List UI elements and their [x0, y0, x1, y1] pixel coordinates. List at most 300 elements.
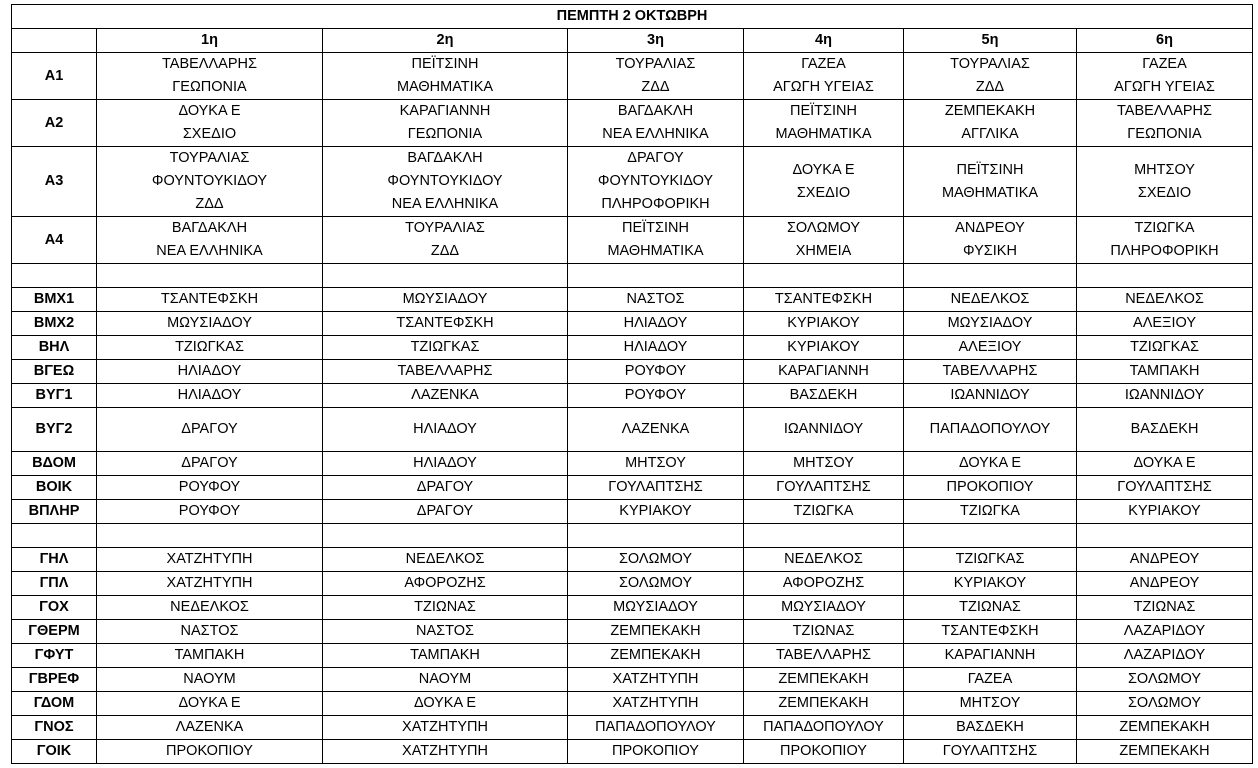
schedule-cell	[904, 312, 1077, 336]
schedule-cell	[744, 548, 904, 572]
period-header: 1η	[97, 29, 323, 53]
cell-line: ΚΥΡΙΑΚΟΥ	[787, 315, 860, 331]
cell-line: ΒΑΓΔΑΚΛΗ	[171, 220, 248, 236]
table-row	[12, 620, 1253, 644]
cell-line: ΠΡΟΚΟΠΙΟΥ	[166, 743, 253, 759]
schedule-cell	[1077, 288, 1253, 312]
schedule-cell	[1077, 644, 1253, 668]
cell-line: ΣΟΛΩΜΟΥ	[1127, 695, 1202, 711]
schedule-cell	[97, 548, 323, 572]
schedule-cell	[744, 100, 904, 147]
schedule-cell	[744, 596, 904, 620]
schedule-cell	[97, 264, 323, 288]
cell-line: ΤΖΙΩΓΚΑΣ	[410, 339, 480, 355]
schedule-cell	[568, 53, 744, 100]
schedule-cell	[323, 620, 568, 644]
schedule-cell	[568, 692, 744, 716]
period-header: 3η	[568, 29, 744, 53]
cell-line: ΜΑΘΗΜΑΤΙΚΑ	[607, 243, 704, 259]
cell-line: ΑΦΟΡΟΖΗΣ	[404, 575, 486, 591]
cell-line: ΔΟΥΚΑ Ε	[1133, 455, 1196, 471]
schedule-cell	[1077, 100, 1253, 147]
schedule-cell	[904, 360, 1077, 384]
cell-line: ΛΑΖΕΝΚΑ	[621, 421, 690, 437]
schedule-cell	[904, 452, 1077, 476]
cell-line: ΤΟΥΡΑΛΙΑΣ	[950, 56, 1030, 72]
cell-line: ΤΟΥΡΑΛΙΑΣ	[405, 220, 485, 236]
class-label: ΒΠΛΗΡ	[12, 500, 97, 524]
cell-line: ΑΛΕΞΙΟΥ	[958, 339, 1022, 355]
schedule-body	[12, 53, 1253, 764]
cell-line: ΠΕΪΤΣΙΝΗ	[790, 103, 857, 119]
table-row	[12, 476, 1253, 500]
class-label: ΓΔΟΜ	[12, 692, 97, 716]
class-label: ΓΒΡΕΦ	[12, 668, 97, 692]
corner-cell	[12, 29, 97, 53]
schedule-cell	[1077, 264, 1253, 288]
schedule-cell	[97, 476, 323, 500]
schedule-cell	[323, 100, 568, 147]
schedule-cell	[323, 596, 568, 620]
schedule-cell	[97, 217, 323, 264]
schedule-cell	[323, 476, 568, 500]
cell-line: ΗΛΙΑΔΟΥ	[413, 455, 477, 471]
cell-line: ΜΗΤΣΟΥ	[625, 455, 686, 471]
schedule-cell	[568, 217, 744, 264]
cell-line: ΝΕΑ ΕΛΛΗΝΙΚΑ	[391, 196, 499, 212]
schedule-cell	[97, 668, 323, 692]
schedule-cell	[904, 620, 1077, 644]
cell-line: ΓΕΩΠΟΝΙΑ	[1127, 126, 1202, 142]
schedule-cell	[1077, 740, 1253, 764]
schedule-cell	[744, 692, 904, 716]
schedule-cell	[323, 264, 568, 288]
cell-line: ΤΖΙΩΓΚΑ	[793, 503, 854, 519]
cell-line: ΤΖΙΩΓΚΑΣ	[955, 551, 1025, 567]
cell-line: ΑΝΔΡΕΟΥ	[1129, 551, 1200, 567]
cell-line: ΜΗΤΣΟΥ	[1134, 161, 1195, 178]
cell-line: ΑΓΩΓΗ ΥΓΕΙΑΣ	[773, 79, 874, 95]
class-label: Α4	[12, 217, 97, 264]
schedule-cell	[568, 500, 744, 524]
cell-line: ΓΟΥΛΑΠΤΣΗΣ	[942, 743, 1038, 759]
class-label: Α3	[12, 147, 97, 217]
class-label: ΓΟΙΚ	[12, 740, 97, 764]
schedule-cell	[744, 524, 904, 548]
class-label: ΓΝΟΣ	[12, 716, 97, 740]
schedule-cell	[744, 620, 904, 644]
schedule-cell	[904, 644, 1077, 668]
schedule-cell	[323, 336, 568, 360]
schedule-cell	[568, 644, 744, 668]
schedule-cell	[904, 596, 1077, 620]
cell-line: ΒΑΓΔΑΚΛΗ	[407, 150, 483, 166]
schedule-cell	[97, 288, 323, 312]
title-row	[12, 5, 1253, 29]
schedule-cell	[1077, 53, 1253, 100]
cell-line: ΤΣΑΝΤΕΦΣΚΗ	[774, 291, 873, 307]
cell-line: ΙΩΑΝΝΙΔΟΥ	[950, 387, 1030, 403]
schedule-cell	[904, 548, 1077, 572]
schedule-cell	[97, 740, 323, 764]
cell-line: ΦΟΥΝΤΟΥΚΙΔΟΥ	[597, 173, 714, 189]
schedule-cell	[744, 500, 904, 524]
table-row	[12, 740, 1253, 764]
schedule-cell	[568, 147, 744, 217]
schedule-cell	[904, 384, 1077, 408]
cell-line: ΑΦΟΡΟΖΗΣ	[782, 575, 865, 591]
schedule-cell	[904, 740, 1077, 764]
schedule-cell	[744, 384, 904, 408]
cell-line: ΖΔΔ	[975, 79, 1005, 95]
cell-line: ΦΟΥΝΤΟΥΚΙΔΟΥ	[387, 173, 503, 189]
cell-line: ΑΝΔΡΕΟΥ	[1129, 575, 1200, 591]
schedule-cell	[97, 147, 323, 217]
schedule-cell	[744, 572, 904, 596]
cell-line: ΤΑΒΕΛΛΑΡΗΣ	[942, 363, 1038, 379]
schedule-cell	[1077, 408, 1253, 452]
cell-line: ΝΑΣΤΟΣ	[416, 623, 474, 639]
cell-line: ΠΛΗΡΟΦΟΡΙΚΗ	[601, 196, 710, 212]
schedule-cell	[323, 217, 568, 264]
cell-line: ΚΥΡΙΑΚΟΥ	[1128, 503, 1201, 519]
schedule-cell	[568, 312, 744, 336]
schedule-cell	[97, 692, 323, 716]
table-row	[12, 644, 1253, 668]
cell-line: ΔΡΑΓΟΥ	[416, 503, 474, 519]
cell-line: ΤΑΜΠΑΚΗ	[410, 647, 480, 663]
cell-line: ΔΟΥΚΑ Ε	[958, 455, 1022, 471]
cell-line: ΚΑΡΑΓΙΑΝΝΗ	[399, 103, 491, 119]
cell-line: ΔΡΑΓΟΥ	[627, 150, 684, 166]
class-label: ΓΟΧ	[12, 596, 97, 620]
table-row	[12, 53, 1253, 100]
schedule-cell	[323, 716, 568, 740]
schedule-table	[11, 4, 1253, 764]
schedule-cell	[323, 452, 568, 476]
cell-line: ΓΑΖΕΑ	[801, 56, 846, 72]
cell-line: ΚΥΡΙΑΚΟΥ	[953, 575, 1027, 591]
schedule-cell	[323, 644, 568, 668]
cell-line: ΒΑΓΔΑΚΛΗ	[617, 103, 694, 119]
cell-line: ΜΩΥΣΙΑΔΟΥ	[402, 291, 488, 307]
schedule-cell	[904, 476, 1077, 500]
cell-line: ΜΩΥΣΙΑΔΟΥ	[167, 315, 252, 331]
cell-line: ΝΑΣΤΟΣ	[180, 623, 239, 639]
period-header: 5η	[904, 29, 1077, 53]
cell-line: ΖΕΜΠΕΚΑΚΗ	[610, 647, 701, 663]
schedule-cell	[323, 668, 568, 692]
cell-line: ΡΟΥΦΟΥ	[624, 387, 687, 403]
cell-line: ΣΟΛΩΜΟΥ	[786, 220, 861, 236]
cell-line: ΔΡΑΓΟΥ	[416, 479, 474, 495]
cell-line: ΚΑΡΑΓΙΑΝΝΗ	[944, 647, 1036, 663]
cell-line: ΔΟΥΚΑ Ε	[792, 161, 855, 178]
schedule-cell	[744, 668, 904, 692]
schedule-cell	[904, 408, 1077, 452]
schedule-cell	[323, 740, 568, 764]
schedule-cell	[744, 264, 904, 288]
schedule-cell	[323, 692, 568, 716]
period-header: 2η	[323, 29, 568, 53]
cell-line: ΓΑΖΕΑ	[1142, 56, 1187, 72]
cell-line: ΡΟΥΦΟΥ	[624, 363, 687, 379]
cell-line: ΠΛΗΡΟΦΟΡΙΚΗ	[1110, 243, 1219, 259]
schedule-cell	[97, 500, 323, 524]
schedule-cell	[1077, 716, 1253, 740]
schedule-cell	[1077, 596, 1253, 620]
cell-line: ΙΩΑΝΝΙΔΟΥ	[1124, 387, 1205, 403]
schedule-cell	[1077, 500, 1253, 524]
schedule-cell	[744, 452, 904, 476]
schedule-cell	[1077, 524, 1253, 548]
cell-line: ΓΑΖΕΑ	[967, 671, 1013, 687]
cell-line: ΓΟΥΛΑΠΤΣΗΣ	[608, 479, 703, 495]
cell-line: ΦΥΣΙΚΗ	[963, 243, 1017, 259]
cell-line: ΣΟΛΩΜΟΥ	[618, 575, 693, 591]
cell-line: ΖΕΜΠΕΚΑΚΗ	[778, 695, 869, 711]
schedule-cell	[97, 336, 323, 360]
schedule-cell	[904, 288, 1077, 312]
schedule-cell	[568, 408, 744, 452]
cell-line: ΑΝΔΡΕΟΥ	[955, 220, 1025, 236]
table-row	[12, 217, 1253, 264]
cell-line: ΚΥΡΙΑΚΟΥ	[787, 339, 860, 355]
schedule-cell	[568, 264, 744, 288]
schedule-cell	[97, 360, 323, 384]
schedule-cell	[568, 288, 744, 312]
class-label	[12, 264, 97, 288]
class-label: ΒΔΟΜ	[12, 452, 97, 476]
cell-line: ΣΟΛΩΜΟΥ	[618, 551, 693, 567]
table-row	[12, 384, 1253, 408]
schedule-cell	[323, 548, 568, 572]
table-row	[12, 524, 1253, 548]
cell-line: ΜΩΥΣΙΑΔΟΥ	[781, 599, 866, 615]
schedule-cell	[744, 217, 904, 264]
table-row	[12, 668, 1253, 692]
cell-line: ΤΖΙΩΓΚΑ	[960, 503, 1020, 519]
table-row	[12, 692, 1253, 716]
cell-line: ΑΛΕΞΙΟΥ	[1133, 315, 1196, 331]
cell-line: ΛΑΖΑΡΙΔΟΥ	[1123, 647, 1206, 663]
table-row	[12, 408, 1253, 452]
class-label	[12, 524, 97, 548]
schedule-cell	[97, 596, 323, 620]
cell-line: ΜΩΥΣΙΑΔΟΥ	[947, 315, 1033, 331]
cell-line: ΧΑΤΖΗΤΥΠΗ	[166, 551, 253, 567]
schedule-cell	[904, 500, 1077, 524]
cell-line: ΝΕΔΕΛΚΟΣ	[170, 599, 249, 615]
class-label: ΓΠΛ	[12, 572, 97, 596]
cell-line: ΧΑΤΖΗΤΥΠΗ	[402, 719, 488, 735]
schedule-cell	[904, 668, 1077, 692]
schedule-cell	[568, 336, 744, 360]
schedule-cell	[568, 476, 744, 500]
cell-line: ΔΟΥΚΑ Ε	[178, 103, 241, 119]
table-row	[12, 147, 1253, 217]
schedule-cell	[568, 572, 744, 596]
cell-line: ΜΩΥΣΙΑΔΟΥ	[613, 599, 698, 615]
cell-line: ΣΧΕΔΙΟ	[796, 184, 851, 201]
schedule-cell	[323, 572, 568, 596]
schedule-cell	[744, 312, 904, 336]
schedule-cell	[97, 524, 323, 548]
schedule-cell	[1077, 548, 1253, 572]
cell-line: ΡΟΥΦΟΥ	[178, 479, 241, 495]
cell-line: ΠΕΪΤΣΙΝΗ	[622, 220, 689, 236]
schedule-cell	[568, 100, 744, 147]
cell-line: ΠΡΟΚΟΠΙΟΥ	[612, 743, 699, 759]
cell-line: ΠΡΟΚΟΠΙΟΥ	[946, 479, 1034, 495]
schedule-cell	[568, 668, 744, 692]
schedule-cell	[1077, 147, 1253, 217]
cell-line: ΜΑΘΗΜΑΤΙΚΑ	[941, 184, 1039, 201]
cell-line: ΖΕΜΠΕΚΑΚΗ	[610, 623, 701, 639]
cell-line: ΜΑΘΗΜΑΤΙΚΑ	[396, 79, 494, 95]
schedule-cell	[1077, 217, 1253, 264]
schedule-cell	[1077, 360, 1253, 384]
period-header: 4η	[744, 29, 904, 53]
schedule-cell	[744, 288, 904, 312]
cell-line: ΤΣΑΝΤΕΦΣΚΗ	[941, 623, 1039, 639]
schedule-cell	[568, 384, 744, 408]
schedule-cell	[904, 264, 1077, 288]
schedule-cell	[744, 740, 904, 764]
cell-line: ΝΕΔΕΛΚΟΣ	[405, 551, 485, 567]
cell-line: ΤΖΙΩΓΚΑ	[1134, 220, 1195, 236]
table-row	[12, 716, 1253, 740]
cell-line: ΜΗΤΣΟΥ	[793, 455, 854, 471]
cell-line: ΧΗΜΕΙΑ	[795, 243, 852, 259]
cell-line: ΝΕΑ ΕΛΛΗΝΙΚΑ	[156, 243, 263, 259]
schedule-cell	[568, 716, 744, 740]
cell-line: ΖΕΜΠΕΚΑΚΗ	[1119, 743, 1210, 759]
cell-line: ΣΧΕΔΙΟ	[182, 126, 237, 142]
cell-line: ΗΛΙΑΔΟΥ	[177, 363, 242, 379]
table-row	[12, 312, 1253, 336]
table-row	[12, 360, 1253, 384]
cell-line: ΖΔΔ	[195, 196, 224, 212]
cell-line: ΠΑΠΑΔΟΠΟΥΛΟΥ	[929, 421, 1051, 437]
schedule-cell	[568, 360, 744, 384]
cell-line: ΖΕΜΠΕΚΑΚΗ	[944, 103, 1036, 119]
cell-line: ΔΟΥΚΑ Ε	[178, 695, 241, 711]
class-label: ΒΓΕΩ	[12, 360, 97, 384]
table-row	[12, 452, 1253, 476]
cell-line: ΖΔΔ	[430, 243, 460, 259]
cell-line: ΙΩΑΝΝΙΔΟΥ	[783, 421, 864, 437]
cell-line: ΚΥΡΙΑΚΟΥ	[619, 503, 692, 519]
schedule-cell	[97, 312, 323, 336]
cell-line: ΜΗΤΣΟΥ	[959, 695, 1021, 711]
schedule-cell	[323, 288, 568, 312]
cell-line: ΜΑΘΗΜΑΤΙΚΑ	[775, 126, 872, 142]
schedule-cell	[904, 53, 1077, 100]
cell-line: ΛΑΖΕΝΚΑ	[411, 387, 479, 403]
class-label: ΒΗΛ	[12, 336, 97, 360]
cell-line: ΝΑΟΥΜ	[418, 671, 472, 687]
class-label: Α2	[12, 100, 97, 147]
schedule-cell	[904, 716, 1077, 740]
schedule-cell	[97, 572, 323, 596]
class-label: ΓΗΛ	[12, 548, 97, 572]
schedule-cell	[97, 452, 323, 476]
schedule-cell	[1077, 452, 1253, 476]
schedule-cell	[568, 596, 744, 620]
schedule-cell	[568, 452, 744, 476]
schedule-title: ΠΕΜΠΤΗ 2 ΟΚΤΩΒΡΗ	[12, 5, 1253, 29]
schedule-cell	[1077, 476, 1253, 500]
cell-line: ΠΑΠΑΔΟΠΟΥΛΟΥ	[595, 719, 716, 735]
cell-line: ΤΖΙΩΝΑΣ	[414, 599, 476, 615]
schedule-cell	[97, 100, 323, 147]
cell-line: ΧΑΤΖΗΤΥΠΗ	[402, 743, 488, 759]
cell-line: ΤΑΒΕΛΛΑΡΗΣ	[776, 647, 871, 663]
table-row	[12, 336, 1253, 360]
schedule-cell	[323, 312, 568, 336]
cell-line: ΠΑΠΑΔΟΠΟΥΛΟΥ	[763, 719, 884, 735]
cell-line: ΖΕΜΠΕΚΑΚΗ	[1119, 719, 1210, 735]
cell-line: ΤΣΑΝΤΕΦΣΚΗ	[396, 315, 494, 331]
schedule-cell	[97, 384, 323, 408]
schedule-cell	[323, 408, 568, 452]
cell-line: ΝΕΔΕΛΚΟΣ	[950, 291, 1030, 307]
schedule-cell	[1077, 692, 1253, 716]
period-header: 6η	[1077, 29, 1253, 53]
class-label: ΓΘΕΡΜ	[12, 620, 97, 644]
schedule-cell	[904, 100, 1077, 147]
class-label: ΒΜΧ1	[12, 288, 97, 312]
cell-line: ΧΑΤΖΗΤΥΠΗ	[612, 695, 699, 711]
class-label: ΒΥΓ2	[12, 408, 97, 452]
cell-line: ΠΕΪΤΣΙΝΗ	[411, 56, 479, 72]
table-row	[12, 596, 1253, 620]
cell-line: ΗΛΙΑΔΟΥ	[413, 421, 477, 437]
schedule-cell	[568, 524, 744, 548]
schedule-cell	[744, 476, 904, 500]
schedule-cell	[323, 384, 568, 408]
schedule-cell	[97, 620, 323, 644]
schedule-cell	[1077, 620, 1253, 644]
schedule-cell	[904, 572, 1077, 596]
cell-line: ΝΕΑ ΕΛΛΗΝΙΚΑ	[602, 126, 709, 142]
cell-line: ΠΕΪΤΣΙΝΗ	[956, 161, 1024, 178]
schedule-cell	[97, 408, 323, 452]
class-label: ΒΥΓ1	[12, 384, 97, 408]
cell-line: ΖΕΜΠΕΚΑΚΗ	[778, 671, 869, 687]
cell-line: ΓΟΥΛΑΠΤΣΗΣ	[1117, 479, 1212, 495]
cell-line: ΔΡΑΓΟΥ	[181, 455, 238, 471]
cell-line: ΗΛΙΑΔΟΥ	[623, 339, 688, 355]
schedule-cell	[744, 147, 904, 217]
cell-line: ΒΑΣΔΕΚΗ	[789, 387, 858, 403]
cell-line: ΗΛΙΑΔΟΥ	[623, 315, 688, 331]
cell-line: ΑΓΩΓΗ ΥΓΕΙΑΣ	[1114, 79, 1215, 95]
cell-line: ΧΑΤΖΗΤΥΠΗ	[166, 575, 253, 591]
cell-line: ΤΖΙΩΓΚΑΣ	[175, 339, 244, 355]
table-row	[12, 100, 1253, 147]
schedule-cell	[744, 360, 904, 384]
schedule-cell	[323, 360, 568, 384]
schedule-cell	[323, 500, 568, 524]
cell-line: ΤΖΙΩΝΑΣ	[792, 623, 855, 639]
schedule-cell	[97, 53, 323, 100]
schedule-cell	[904, 336, 1077, 360]
table-row	[12, 500, 1253, 524]
schedule-cell	[323, 147, 568, 217]
class-label: ΒΟΙΚ	[12, 476, 97, 500]
